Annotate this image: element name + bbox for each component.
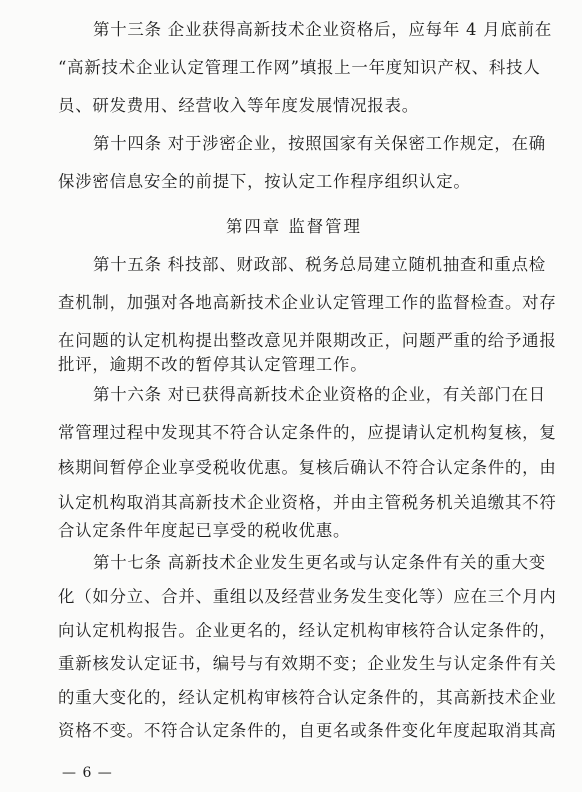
article16-line3: 核期间暂停企业享受税收优惠。复核后确认不符合认定条件的，由 <box>58 458 557 477</box>
article17-line4: 重新核发认定证书，编号与有效期不变；企业发生与认定条件有关 <box>58 654 557 673</box>
article17-line3: 向认定机构报告。企业更名的，经认定机构审核符合认定条件的， <box>58 621 557 640</box>
article16-line1: 第十六条 对已获得高新技术企业资格的企业，有关部门在日 <box>93 385 546 404</box>
article13-line1: 第十三条 企业获得高新技术企业资格后，应每年 4 月底前在 <box>93 20 553 39</box>
chapter4-heading: 第四章 监督管理 <box>226 217 362 236</box>
article15-line1: 第十五条 科技部、财政部、税务总局建立随机抽查和重点检 <box>93 255 546 274</box>
article17-line6: 资格不变。不符合认定条件的，自更名或条件变化年度起取消其高 <box>58 721 557 740</box>
article17-line5: 的重大变化的，经认定机构审核符合认定条件的，其高新技术企业 <box>58 688 557 707</box>
page-number: — 6 — <box>62 765 113 781</box>
article17-line2: 化（如分立、合并、重组以及经营业务发生变化等）应在三个月内 <box>58 587 557 606</box>
article14-line1: 第十四条 对于涉密企业，按照国家有关保密工作规定，在确 <box>93 134 546 153</box>
article15-line2: 查机制，加强对各地高新技术企业认定管理工作的监督检查。对存 <box>58 293 557 312</box>
article15-line4: 批评，逾期不改的暂停其认定管理工作。 <box>58 355 368 374</box>
article16-line5: 合认定条件年度起已享受的税收优惠。 <box>58 521 351 540</box>
article17-line1: 第十七条 高新技术企业发生更名或与认定条件有关的重大变 <box>93 553 546 572</box>
article13-line3: 员、研发费用、经营收入等年度发展情况报表。 <box>58 96 420 115</box>
article16-line2: 常管理过程中发现其不符合认定条件的，应提请认定机构复核，复 <box>58 423 557 442</box>
article13-line2: “高新技术企业认定管理工作网”填报上一年度知识产权、科技人 <box>58 58 541 77</box>
article16-line4: 认定机构取消其高新技术企业资格，并由主管税务机关追缴其不符 <box>58 493 557 512</box>
article14-line2: 保涉密信息安全的前提下，按认定工作程序组织认定。 <box>58 172 471 191</box>
article15-line3: 在问题的认定机构提出整改意见并限期改正，问题严重的给予通报 <box>58 331 557 350</box>
